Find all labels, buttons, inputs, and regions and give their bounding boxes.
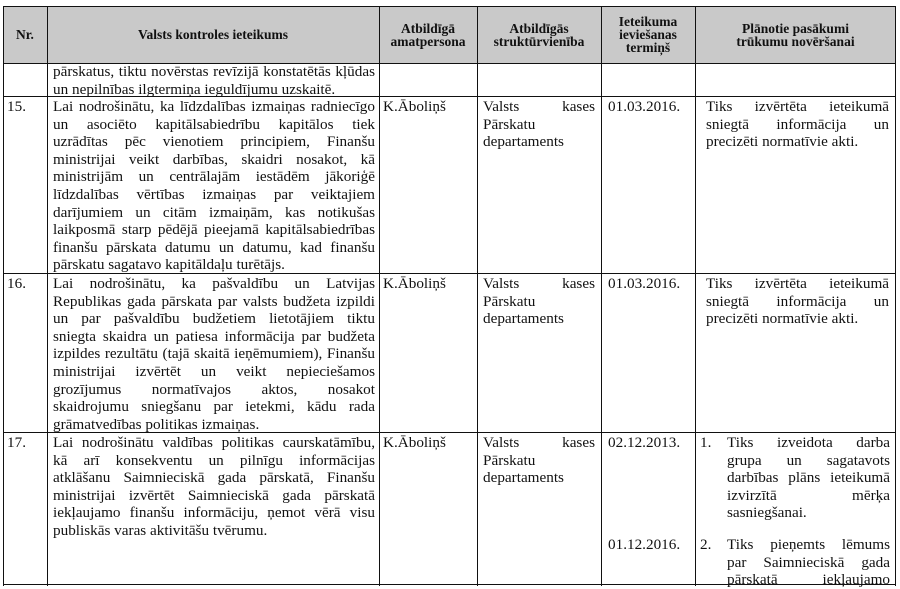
responsible-official: K.Āboliņš bbox=[383, 275, 446, 292]
text-line: sasniegšanai. bbox=[727, 504, 807, 522]
header-deadline-line: Ieteikuma bbox=[618, 14, 678, 29]
unit-word: kases bbox=[562, 275, 595, 292]
header-recommendation-label: Valsts kontroles ieteikums bbox=[137, 27, 289, 42]
unit-word: Pārskatu bbox=[483, 451, 536, 469]
deadline-date: 01.03.2016. bbox=[608, 275, 681, 292]
row-divider bbox=[3, 432, 896, 433]
text-line: grupa un sagatavots bbox=[727, 451, 890, 469]
text-line: izpildes rezultātu (tajā skaitā ieņēmumiem), Finanšu bbox=[53, 345, 375, 363]
text-line: ministrijām un centrālajām iestādēm jākoriģē bbox=[53, 168, 375, 186]
recommendation-text bbox=[53, 434, 375, 540]
text-line: finanšu pārskata datumu un datumu, kad finanšu bbox=[53, 238, 375, 256]
unit-word: Valsts bbox=[483, 98, 520, 115]
header-measures-line: trūkumu novēršanai bbox=[736, 33, 855, 49]
continuation-text bbox=[53, 63, 375, 98]
text-line: precizēti normatīvie akti. bbox=[706, 133, 859, 151]
column-divider bbox=[477, 6, 478, 586]
text-line: un par pašvaldību budžetiem lietotājiem tiktu bbox=[53, 310, 375, 328]
text-line: ministrijai izvērtēt un veikt nepieciešamos bbox=[53, 362, 375, 380]
text-line: par Saimnieciskā gada bbox=[727, 553, 890, 571]
text-line: skaidrojumu sniegšanu par ietekmi, kādu rada bbox=[53, 398, 375, 416]
text-line: sniegtā informācija un bbox=[706, 292, 889, 310]
unit-word: Pārskatu bbox=[483, 115, 536, 133]
text-line: Tiks izveidota darba bbox=[727, 434, 890, 451]
header-unit bbox=[477, 6, 601, 63]
text-line: Tiks izvērtēta ieteikumā bbox=[706, 98, 889, 115]
responsible-official: K.Āboliņš bbox=[383, 434, 446, 451]
header-nr-label: Nr. bbox=[16, 27, 34, 42]
unit-word: departaments bbox=[483, 310, 564, 328]
responsible-unit bbox=[483, 275, 595, 328]
text-line: laikposmā starp pēdējā pieejamā kapitālsabiedrības bbox=[53, 221, 375, 239]
unit-word: departaments bbox=[483, 133, 564, 151]
column-divider bbox=[601, 6, 602, 586]
unit-word: Valsts bbox=[483, 434, 520, 451]
text-line: Lai nodrošinātu valdības politikas caurskatāmību, bbox=[53, 434, 375, 451]
text-line: Lai nodrošinātu, ka līdzdalības izmaiņas radniecīgo bbox=[53, 98, 375, 115]
text-line: ministrijai izvērtēt Saimnieciskā gada pārskatā bbox=[53, 486, 375, 504]
header-official-line: Atbildīgā bbox=[400, 20, 455, 36]
header-deadline-line: ieviešanas bbox=[619, 27, 677, 42]
planned-measure bbox=[706, 275, 889, 328]
header-recommendation bbox=[47, 6, 379, 63]
unit-word: Valsts bbox=[483, 275, 520, 292]
text-line: grāmatvedības politikas izmaiņas. bbox=[53, 415, 260, 433]
table-border-bottom bbox=[3, 584, 896, 585]
table-border-left bbox=[3, 6, 4, 586]
text-line: ministrijai veikt darbības, skaidri nosakot, kā bbox=[53, 150, 375, 168]
text-line: darījumiem un citām izmaiņām, kas notikušas bbox=[53, 203, 375, 221]
header-measures-line: Plānotie pasākumi bbox=[742, 20, 849, 36]
unit-word: kases bbox=[562, 98, 595, 115]
row-number: 17. bbox=[7, 434, 26, 451]
text-line: sniegta skaidra un patiesa informācija par budžeta bbox=[53, 327, 375, 345]
text-line: Tiks izvērtēta ieteikumā bbox=[706, 275, 889, 292]
column-divider bbox=[47, 6, 48, 586]
text-line: pārskatu sagatavo kapitāldaļu turētājs. bbox=[53, 256, 285, 274]
text-line: Lai nodrošinātu, ka pašvaldību un Latvijas bbox=[53, 275, 375, 292]
table-border-top bbox=[3, 6, 896, 7]
recommendation-text bbox=[53, 98, 375, 274]
recommendations-table bbox=[3, 6, 896, 589]
header-deadline bbox=[601, 6, 695, 63]
text-line: publiskās varas aktivitāšu tvērumu. bbox=[53, 521, 268, 539]
unit-word: kases bbox=[562, 434, 595, 451]
unit-word: Pārskatu bbox=[483, 292, 536, 310]
text-line: Republikas gada pārskata par valsts budžeta izpildi bbox=[53, 292, 375, 310]
text-line: izvirzītā mērķa bbox=[727, 486, 890, 504]
text-line: pārskatus, tiktu novērstas revīzijā konstatētās kļūdas bbox=[53, 63, 375, 80]
deadline-date: 02.12.2013. bbox=[608, 434, 681, 451]
row-divider bbox=[3, 96, 896, 97]
text-line: sniegtā informācija un bbox=[706, 115, 889, 133]
column-divider bbox=[379, 6, 380, 586]
measure-marker: 1. bbox=[700, 434, 712, 451]
header-deadline-line: termiņš bbox=[625, 40, 671, 55]
text-line: grozījumus normatīvajos aktos, nosakot bbox=[53, 380, 375, 398]
text-line: un nepilnības ilgtermiņa ieguldījumu uzskaitē. bbox=[53, 80, 336, 98]
header-official bbox=[379, 6, 477, 63]
text-line: kā arī konsekventu un pilnīgu informācijas bbox=[53, 451, 375, 469]
text-line: pārskatā iekļaujamo bbox=[727, 571, 890, 589]
deadline-date: 01.03.2016. bbox=[608, 98, 681, 115]
responsible-unit bbox=[483, 434, 595, 487]
header-measures bbox=[695, 6, 896, 63]
planned-measure bbox=[706, 98, 889, 151]
text-line: uzrādītas pēc vienotiem principiem, Finanšu bbox=[53, 133, 375, 151]
planned-measure bbox=[727, 434, 890, 522]
text-line: atklāšanu Saimnieciskā gada pārskatā, Finanšu bbox=[53, 469, 375, 487]
recommendation-text bbox=[53, 275, 375, 433]
header-official-line: amatpersona bbox=[390, 33, 466, 49]
text-line: līdzdalības vērtības izmaiņas par veiktajiem bbox=[53, 185, 375, 203]
text-line: precizēti normatīvie akti. bbox=[706, 310, 859, 328]
text-line: darbības plāns ieteikumā bbox=[727, 469, 890, 487]
row-number: 16. bbox=[7, 275, 26, 292]
row-divider bbox=[3, 273, 896, 274]
measure-marker: 2. bbox=[700, 536, 712, 553]
header-nr bbox=[3, 6, 47, 63]
planned-measure bbox=[727, 536, 890, 589]
deadline-date: 01.12.2016. bbox=[608, 536, 681, 553]
header-unit-line: Atbildīgās bbox=[509, 20, 569, 36]
responsible-official: K.Āboliņš bbox=[383, 98, 446, 115]
text-line: un asociēto kapitālsabiedrību kapitālos tiek bbox=[53, 115, 375, 133]
responsible-unit bbox=[483, 98, 595, 151]
unit-word: departaments bbox=[483, 469, 564, 487]
header-unit-line: struktūrvienība bbox=[493, 33, 585, 49]
header-divider bbox=[3, 63, 896, 64]
text-line: iekļaujamo finanšu informāciju, ņemot vērā visu bbox=[53, 504, 375, 522]
text-line: Tiks pieņemts lēmums bbox=[727, 536, 890, 553]
column-divider bbox=[695, 6, 696, 586]
table-border-right bbox=[895, 6, 896, 586]
row-number: 15. bbox=[7, 98, 26, 115]
